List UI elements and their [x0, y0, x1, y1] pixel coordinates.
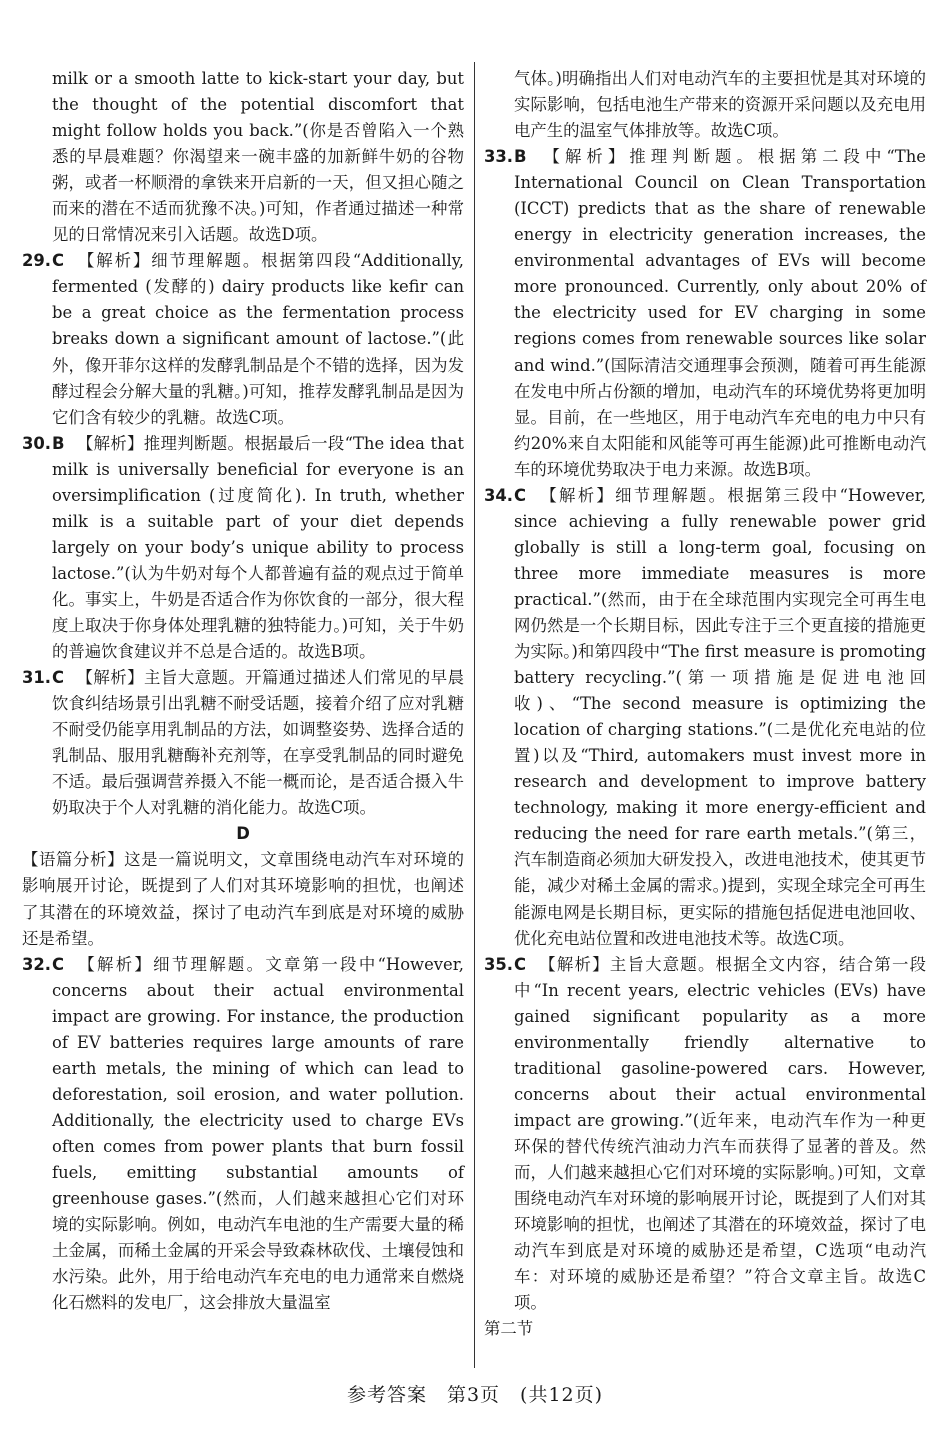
answer-item-32 [22, 952, 464, 1317]
right-column [484, 66, 926, 1342]
answer-letter: C [514, 954, 527, 974]
continued-paragraph: 气体。)明确指出人们对电动汽车的主要担忧是其对环境的实际影响，包括电池生产带来的资源开采问题以及充电用电产生的温室气体排放等。故选C项。 [514, 69, 926, 141]
question-number: 34. [484, 485, 514, 505]
answer-letter: C [52, 954, 65, 974]
answer-item-33 [484, 144, 926, 483]
answer-item-35 [484, 952, 926, 1317]
question-number: 30. [22, 433, 52, 453]
answer-explanation: 【解析】推理判断题。根据第二段中“The International Council on Clean Transportation (ICCT) predicts that as the share of renewable energy in electricity generation increases, the environmental advantages of EVs will become more pronounced. Currently, only about 20% of the electricity used for EV charging in some regions comes from renewable sources like solar and wind.”(国际清洁交通理事会预测，随着可再生能源在发电中所占份额的增加，电动汽车的环境优势将更加明显。目前，在一些地区，用于电动汽车充电的电力中只有约20%来自太阳能和风能等可再生能源)此可推断电动汽车的环境优势取决于电力来源。故选B项。 [514, 147, 926, 479]
answer-letter: C [514, 485, 527, 505]
question-number: 35. [484, 954, 514, 974]
answer-explanation: 【解析】细节理解题。根据第三段中“However, since achieving a fully renewable power grid globally is still a long-term goal, focusing on three more immediate measures is more practical.”(然而，由于在全球范围内实现完全可再生电网仍然是一个长期目标，因此专注于三个更直接的措施更为实际。)和第四段中“The first measure is promoting battery recycling.”(第一项措施是促进电池回收)、“The second measure is optimizing the location of charging stations.”(二是优化充电站的位置)以及“Third, automakers must invest more in research and development to improve battery technology, making it more energy-efficient and reducing the need for rare earth metals.”(第三，汽车制造商必须加大研发投入，改进电池技术，使其更节能，减少对稀土金属的需求。)提到，实现全球完全可再生能源电网是长期目标，更实际的措施包括促进电池回收、优化充电站位置和改进电池技术等。故选C项。 [514, 485, 926, 948]
answer-letter: C [52, 251, 65, 271]
answer-explanation: 【解析】细节理解题。根据第四段“Additionally, fermented (发酵的) dairy products like kefir can be a great choice as the fermentation process breaks down a significant amount of lactose.”(此外，像开菲尔这样的发酵乳制品是个不错的选择，因为发酵过程会分解大量的乳糖。)可知，推荐发酵乳制品是因为它们含有较少的乳糖。故选C项。 [52, 251, 464, 427]
section-heading: D [236, 824, 250, 844]
answer-explanation: 【解析】细节理解题。文章第一段中“However, concerns about their actual environmental impact are growing. For instance, the production of EV batteries requires large amounts of rare earth metals, the mining of which can lead to deforestation, soil erosion, and water pollution. Additionally, the electricity used to charge EVs often comes from power plants that burn fossil fuels, emitting substantial amounts of greenhouse gases.”(然而，人们越来越担心它们对环境的实际影响。例如，电动汽车电池的生产需要大量的稀土金属，而稀土金属的开采会导致森林砍伐、土壤侵蚀和水污染。此外，用于给电动汽车充电的电力通常来自燃烧化石燃料的发电厂，这会排放大量温室 [52, 954, 464, 1313]
answer-item-29 [22, 248, 464, 430]
question-number: 31. [22, 668, 52, 688]
answer-letter: C [52, 668, 65, 688]
section-heading: 第二节 [484, 1319, 534, 1339]
question-number: 32. [22, 954, 52, 974]
passage-analysis: 【语篇分析】这是一篇说明文，文章围绕电动汽车对环境的影响展开讨论，既提到了人们对其环境影响的担忧，也阐述了其潜在的环境效益，探讨了电动汽车到底是对环境的威胁还是希望。 [22, 850, 464, 948]
left-column [22, 66, 464, 1316]
answer-item-34 [484, 483, 926, 952]
continued-paragraph: milk or a smooth latte to kick-start your day, but the thought of the potential discomfort that might follow holds you back.”(你是否曾陷入一个熟悉的早晨难题？你渴望来一碗丰盛的加新鲜牛奶的谷物粥，或者一杯顺滑的拿铁来开启新的一天，但又担心随之而来的潜在不适而犹豫不决。)可知，作者通过描述一种常见的日常情况来引入话题。故选D项。 [52, 69, 464, 245]
answer-letter: B [52, 433, 65, 453]
answer-item-31 [22, 665, 464, 821]
answer-explanation: 【解析】推理判断题。根据最后一段“The idea that milk is universally beneficial for everyone is an oversimplification (过度简化). In truth, whether milk is a suitable part of your diet depends largely on your body’s unique ability to process lactose.”(认为牛奶对每个人都普遍有益的观点过于简单化。事实上，牛奶是否适合作为你饮食的一部分，很大程度上取决于你身体处理乳糖的独特能力。)可知，关于牛奶的普遍饮食建议并不总是合适的。故选B项。 [52, 433, 464, 662]
question-number: 33. [484, 147, 514, 167]
answer-explanation: 【解析】主旨大意题。开篇通过描述人们常见的早晨饮食纠结场景引出乳糖不耐受话题，接着介绍了应对乳糖不耐受仍能享用乳制品的方法，如调整姿势、选择合适的乳制品、服用乳糖酶补充剂等，在享受乳制品的同时避免不适。最后强调营养摄入不能一概而论，是否适合摄入牛奶取决于个人对乳糖的消化能力。故选C项。 [52, 668, 464, 818]
answer-letter: B [514, 147, 527, 167]
answer-explanation: 【解析】主旨大意题。根据全文内容，结合第一段中“In recent years, electric vehicles (EVs) have gained significant popularity as a more environmentally friendly alternative to traditional gasoline-powered cars. However, concerns about their actual environmental impact are growing.”(近年来，电动汽车作为一种更环保的替代传统汽油动力汽车而获得了显著的普及。然而，人们越来越担心它们对环境的实际影响。)可知，文章围绕电动汽车对环境的影响展开讨论，既提到了人们对其环境影响的担忧，也阐述了其潜在的环境效益，探讨了电动汽车到底是对环境的威胁还是希望，C选项“电动汽车：对环境的威胁还是希望？”符合文章主旨。故选C项。 [514, 954, 926, 1313]
column-divider [474, 62, 475, 1368]
question-number: 29. [22, 251, 52, 271]
page-footer: 参考答案 第3页 (共12页) [346, 1384, 604, 1406]
answer-item-30 [22, 431, 464, 665]
